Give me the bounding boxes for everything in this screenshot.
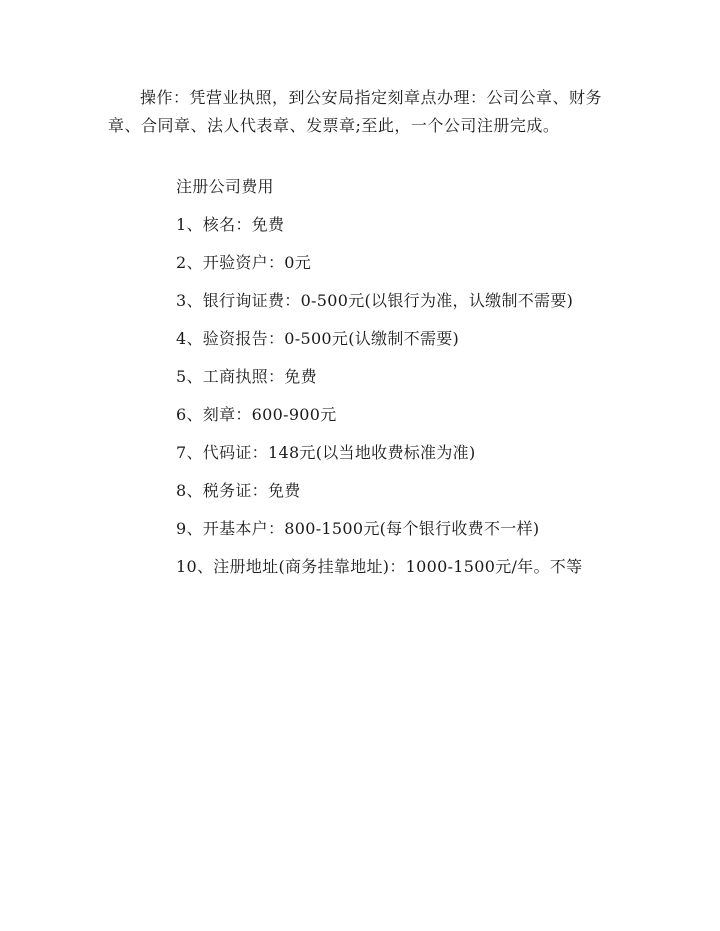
fee-item-5: 5、工商执照：免费 [176, 367, 317, 386]
fee-item-1: 1、核名：免费 [176, 215, 285, 234]
fee-item-6: 6、刻章：600-900元 [176, 405, 337, 424]
section-heading: 注册公司费用 [176, 177, 274, 196]
fee-item-4: 4、验资报告：0-500元(认缴制不需要) [176, 329, 460, 348]
fee-item-8: 8、税务证：免费 [176, 481, 301, 500]
fee-item-10: 10、注册地址(商务挂靠地址)：1000-1500元/年。不等 [176, 557, 583, 576]
intro-paragraph: 操作：凭营业执照，到公安局指定刻章点办理：公司公章、财务章、合同章、法人代表章、发票章;至此，一个公司注册完成。 [108, 88, 603, 135]
fee-item-3: 3、银行询证费：0-500元(以银行为准，认缴制不需要) [176, 291, 574, 310]
fee-item-2: 2、开验资户：0元 [176, 253, 312, 272]
fee-item-7: 7、代码证：148元(以当地收费标准为准) [176, 443, 476, 462]
fee-item-9: 9、开基本户：800-1500元(每个银行收费不一样) [176, 519, 540, 538]
